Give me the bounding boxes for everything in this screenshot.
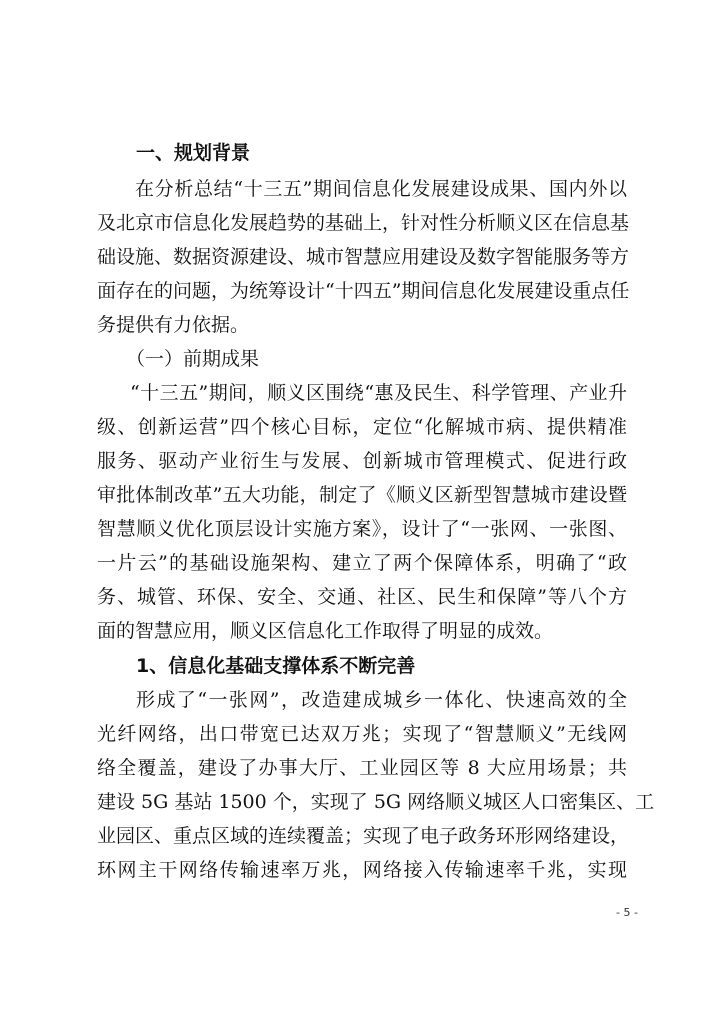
paragraph-line: 服务、驱动产业衍生与发展、创新城市管理模式、促进行政 <box>97 450 627 472</box>
section-heading-planning-background: 一、规划背景 <box>136 142 251 164</box>
paragraph-line: 建设 5G 基站 1500 个，实现了 5G 网络顺义城区人口密集区、工 <box>97 791 655 813</box>
paragraph-line: 光纤网络，出口带宽已达双万兆；实现了“智慧顺义”无线网 <box>97 723 627 745</box>
subsection-heading-previous-results: （一）前期成果 <box>126 348 260 370</box>
paragraph-line: 及北京市信息化发展趋势的基础上，针对性分析顺义区在信息基 <box>97 212 630 234</box>
paragraph-line: 络全覆盖，建设了办事大厅、工业园区等 8 大应用场景；共 <box>97 757 627 779</box>
paragraph-line: 一片云”的基础设施架构、建立了两个保障体系，明确了“政 <box>97 552 627 574</box>
paragraph-line: 业园区、重点区域的连续覆盖；实现了电子政务环形网络建设， <box>97 825 630 847</box>
paragraph-line: “十三五”期间，顺义区围绕“惠及民生、科学管理、产业升 <box>130 382 627 404</box>
paragraph-line: 形成了“一张网”，改造建成城乡一体化、快速高效的全 <box>136 689 627 711</box>
paragraph-line: 础设施、数据资源建设、城市智慧应用建设及数字智能服务等方 <box>97 246 630 268</box>
page-number: - 5 - <box>616 906 638 919</box>
paragraph-line: 务提供有力依据。 <box>97 314 250 336</box>
paragraph-line: 环网主干网络传输速率万兆，网络接入传输速率千兆，实现 <box>97 859 627 881</box>
paragraph-line: 务、城管、环保、安全、交通、社区、民生和保障”等八个方 <box>97 586 627 608</box>
paragraph-line: 面的智慧应用，顺义区信息化工作取得了明显的成效。 <box>97 620 554 642</box>
paragraph-line: 面存在的问题，为统筹设计“十四五”期间信息化发展建设重点任 <box>97 280 630 302</box>
paragraph-line: 级、创新运营”四个核心目标，定位“化解城市病、提供精准 <box>97 416 627 438</box>
paragraph-line: 审批体制改革”五大功能，制定了《顺义区新型智慧城市建设暨 <box>97 484 627 506</box>
paragraph-line: 智慧顺义优化顶层设计实施方案》，设计了“一张网、一张图、 <box>97 518 627 540</box>
paragraph-line: 在分析总结“十三五”期间信息化发展建设成果、国内外以 <box>135 178 627 200</box>
subsection-heading-infrastructure: 1、信息化基础支撑体系不断完善 <box>136 655 416 677</box>
